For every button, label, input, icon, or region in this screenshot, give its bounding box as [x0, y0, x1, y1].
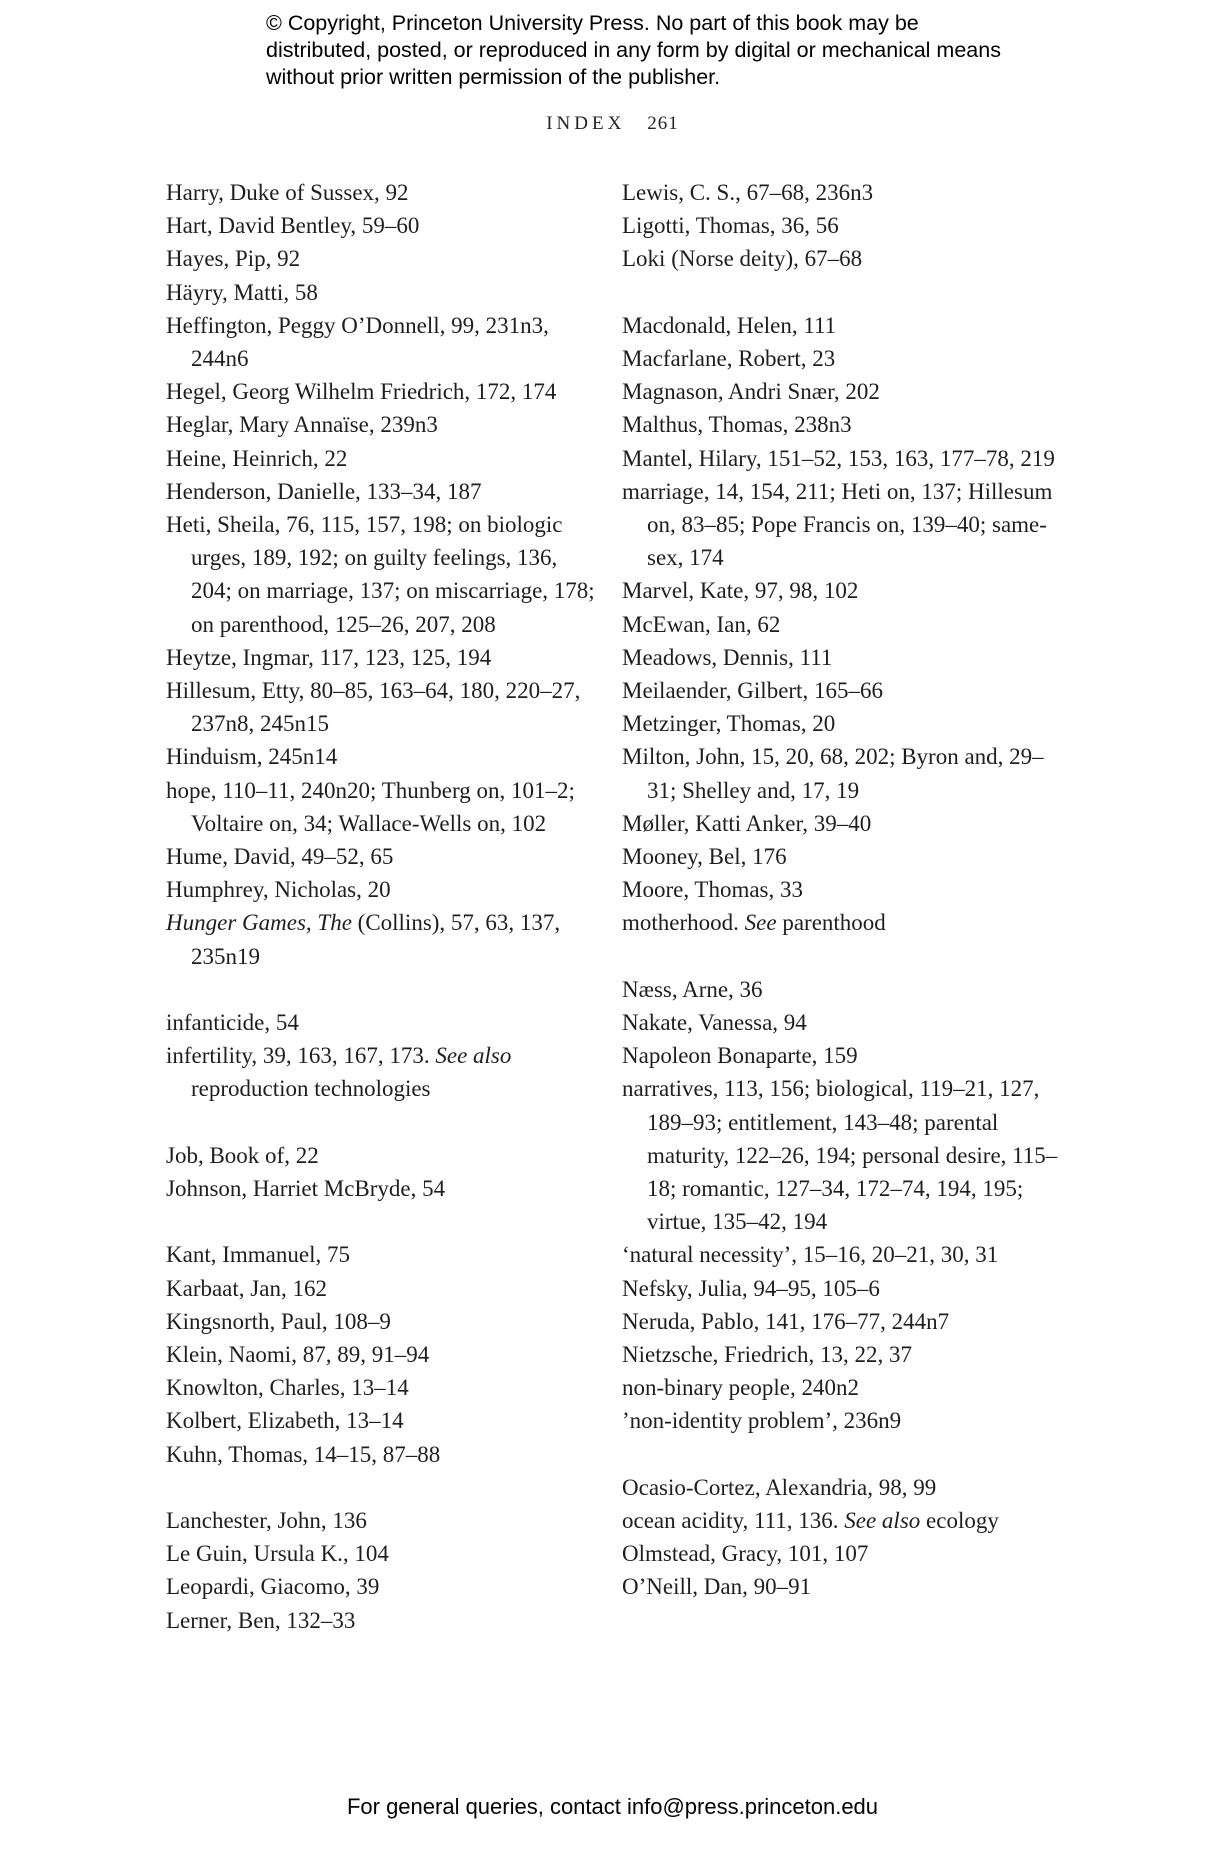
index-entry	[166, 1305, 596, 1338]
index-entry-text: Karbaat, Jan, 162	[166, 1275, 327, 1301]
index-entry	[622, 906, 1067, 939]
index-entry-text: Macdonald, Helen, 111	[622, 312, 837, 338]
index-entry	[166, 1272, 596, 1305]
letter-group-gap	[622, 276, 1067, 309]
index-entry-text: Kuhn, Thomas, 14–15, 87–88	[166, 1441, 441, 1467]
index-entry-text: Johnson, Harriet McBryde, 54	[166, 1176, 446, 1202]
index-entry-text: Heine, Heinrich, 22	[166, 445, 348, 471]
index-entry	[166, 1604, 596, 1637]
index-entry	[166, 408, 596, 441]
index-entry	[622, 209, 1067, 242]
running-head-section: INDEX	[546, 113, 626, 134]
index-entry-text: ’non-identity problem’, 236n9	[622, 1408, 902, 1434]
index-column-left	[166, 176, 596, 1637]
index-entry-text: Hayes, Pip, 92	[166, 246, 301, 272]
letter-group-gap	[166, 1106, 596, 1139]
index-entry-text: Heglar, Mary Annaïse, 239n3	[166, 412, 438, 438]
index-entry	[622, 740, 1067, 806]
index-entry	[166, 1438, 596, 1471]
index-entry	[622, 1404, 1067, 1437]
index-entry	[166, 1404, 596, 1437]
index-entry-text: ‘natural necessity’, 15–16, 20–21, 30, 31	[622, 1242, 999, 1268]
index-entry-text: Ocasio-Cortez, Alexandria, 98, 99	[622, 1474, 937, 1500]
index-entry-text: O’Neill, Dan, 90–91	[622, 1574, 812, 1600]
index-entry-text: McEwan, Ian, 62	[622, 611, 781, 637]
index-entry-text: (Collins), 57, 63, 137, 235n19	[191, 910, 561, 969]
index-entry-text: Hillesum, Etty, 80–85, 163–64, 180, 220–27, 237n8, 245n15	[166, 678, 581, 737]
index-entry	[622, 1006, 1067, 1039]
index-entry	[622, 375, 1067, 408]
letter-group-gap	[622, 940, 1067, 973]
letter-group-gap	[166, 973, 596, 1006]
index-entry-italic-text: Hunger Games, The	[166, 910, 352, 936]
index-entry-text: Ligotti, Thomas, 36, 56	[622, 213, 839, 239]
index-entry	[166, 1504, 596, 1537]
index-entry-text: infanticide, 54	[166, 1010, 299, 1036]
index-entry	[622, 1570, 1067, 1603]
index-entry	[622, 408, 1067, 441]
index-entry-text: Hart, David Bentley, 59–60	[166, 213, 420, 239]
index-entry-italic-text: See also	[844, 1508, 921, 1534]
index-entry	[622, 342, 1067, 375]
index-entry-text: Nakate, Vanessa, 94	[622, 1010, 807, 1036]
index-entry	[166, 442, 596, 475]
index-entry	[166, 740, 596, 773]
index-entry	[166, 1238, 596, 1271]
running-head	[0, 113, 1225, 135]
index-entry-text: Heti, Sheila, 76, 115, 157, 198; on biologic urges, 189, 192; on guilty feelings, 136, 204; on marriage, 137; on miscarriage, 178; on parenthood, 125–26, 207, 208	[166, 512, 595, 637]
index-entry	[622, 309, 1067, 342]
index-entry	[166, 176, 596, 209]
index-entry-text: Moore, Thomas, 33	[622, 877, 804, 903]
index-entry-text: reproduction technologies	[191, 1076, 431, 1102]
index-entry-text: Lanchester, John, 136	[166, 1508, 367, 1534]
index-entry	[622, 973, 1067, 1006]
index-entry-text: Magnason, Andri Snær, 202	[622, 379, 880, 405]
index-entry-text: Metzinger, Thomas, 20	[622, 711, 836, 737]
footer-contact: For general queries, contact info@press.princeton.edu	[346, 1794, 879, 1819]
index-entry-text: Milton, John, 15, 20, 68, 202; Byron and, 29–31; Shelley and, 17, 19	[622, 744, 1044, 803]
index-column-right	[622, 176, 1067, 1604]
index-entry-text: Henderson, Danielle, 133–34, 187	[166, 478, 482, 504]
index-entry	[622, 1371, 1067, 1404]
index-entry-text: Hinduism, 245n14	[166, 744, 338, 770]
index-entry	[622, 1238, 1067, 1271]
index-entry	[166, 1537, 596, 1570]
letter-group-gap	[166, 1471, 596, 1504]
index-entry	[166, 1139, 596, 1172]
index-entry	[622, 1072, 1067, 1238]
index-entry	[622, 707, 1067, 740]
index-entry	[622, 840, 1067, 873]
letter-group-gap	[166, 1205, 596, 1238]
index-entry	[166, 209, 596, 242]
index-entry	[166, 1338, 596, 1371]
index-entry-text: Nefsky, Julia, 94–95, 105–6	[622, 1275, 880, 1301]
page-number: 261	[647, 113, 679, 134]
index-entry	[166, 1039, 596, 1105]
index-entry-text: Loki (Norse deity), 67–68	[622, 246, 863, 272]
index-entry	[166, 1371, 596, 1404]
index-entry	[622, 1338, 1067, 1371]
index-entry	[166, 1172, 596, 1205]
copyright-notice: © Copyright, Princeton University Press. No part of this book may be distributed, posted, or reproduced in any form by digital or mechanical means without prior written permission of the publisher.	[266, 11, 1001, 89]
index-entry-text: Humphrey, Nicholas, 20	[166, 877, 391, 903]
index-entry	[166, 1006, 596, 1039]
index-entry	[622, 674, 1067, 707]
index-entry	[166, 840, 596, 873]
index-entry-text: Mantel, Hilary, 151–52, 153, 163, 177–78, 219	[622, 445, 1055, 471]
index-entry-text: Job, Book of, 22	[166, 1142, 319, 1168]
index-entry-text: parenthood	[776, 910, 886, 936]
index-entry	[622, 242, 1067, 275]
index-entry-text: Meilaender, Gilbert, 165–66	[622, 678, 883, 704]
index-entry	[622, 1039, 1067, 1072]
index-entry-text: Nietzsche, Friedrich, 13, 22, 37	[622, 1342, 912, 1368]
index-entry-text: Knowlton, Charles, 13–14	[166, 1375, 409, 1401]
index-entry	[622, 641, 1067, 674]
index-entry	[622, 807, 1067, 840]
index-entry-text: marriage, 14, 154, 211; Heti on, 137; Hillesum on, 83–85; Pope Francis on, 139–40; same-sex, 174	[622, 478, 1053, 571]
index-entry	[166, 906, 596, 972]
index-entry	[166, 309, 596, 375]
index-entry-text: ocean acidity, 111, 136.	[622, 1508, 845, 1534]
index-entry	[166, 276, 596, 309]
index-entry	[622, 442, 1067, 475]
index-entry	[622, 1305, 1067, 1338]
index-entry-text: Hegel, Georg Wilhelm Friedrich, 172, 174	[166, 379, 557, 405]
letter-group-gap	[622, 1438, 1067, 1471]
index-entry-text: Mooney, Bel, 176	[622, 844, 787, 870]
index-entry	[622, 1272, 1067, 1305]
index-entry-text: Häyry, Matti, 58	[166, 279, 318, 305]
index-entry-text: Lerner, Ben, 132–33	[166, 1607, 356, 1633]
index-entry-italic-text: See also	[435, 1043, 512, 1069]
index-entry-text: Næss, Arne, 36	[622, 976, 763, 1002]
index-entry	[622, 1504, 1067, 1537]
index-entry	[622, 574, 1067, 607]
index-entry	[166, 508, 596, 641]
index-entry-text: Meadows, Dennis, 111	[622, 644, 833, 670]
index-entry-text: narratives, 113, 156; biological, 119–21, 127, 189–93; entitlement, 143–48; parental maturity, 122–26, 194; personal desire, 115–18; romantic, 127–34, 172–74, 194, 195; virtue, 135–42, 194	[622, 1076, 1058, 1235]
index-entry-text: Neruda, Pablo, 141, 176–77, 244n7	[622, 1308, 950, 1334]
index-entry-text: Napoleon Bonaparte, 159	[622, 1043, 858, 1069]
index-entry	[166, 242, 596, 275]
index-entry	[166, 375, 596, 408]
index-entry-text: Macfarlane, Robert, 23	[622, 346, 836, 371]
index-entry-text: ecology	[920, 1508, 999, 1534]
index-entry-text: motherhood.	[622, 910, 745, 936]
index-entry-text: Olmstead, Gracy, 101, 107	[622, 1541, 869, 1567]
index-entry	[622, 608, 1067, 641]
index-entry-text: Harry, Duke of Sussex, 92	[166, 180, 409, 205]
index-entry-text: Heffington, Peggy O’Donnell, 99, 231n3, 244n6	[166, 312, 549, 372]
index-entry	[622, 176, 1067, 209]
index-entry	[166, 674, 596, 740]
index-entry-text: Malthus, Thomas, 238n3	[622, 412, 852, 438]
index-entry-text: hope, 110–11, 240n20; Thunberg on, 101–2; Voltaire on, 34; Wallace-Wells on, 102	[166, 777, 575, 836]
index-entry	[166, 873, 596, 906]
index-entry-text: Kingsnorth, Paul, 108–9	[166, 1308, 391, 1334]
index-entry-text: non-binary people, 240n2	[622, 1375, 859, 1401]
index-entry	[166, 1570, 596, 1603]
index-entry	[622, 1471, 1067, 1504]
index-entry	[622, 873, 1067, 906]
index-entry-text: Klein, Naomi, 87, 89, 91–94	[166, 1342, 430, 1368]
index-entry	[622, 1537, 1067, 1570]
index-entry	[166, 475, 596, 508]
index-entry-text: Leopardi, Giacomo, 39	[166, 1574, 380, 1600]
index-entry-text: Kant, Immanuel, 75	[166, 1242, 350, 1268]
index-entry-text: infertility, 39, 163, 167, 173.	[166, 1043, 436, 1069]
index-entry	[166, 641, 596, 674]
index-entry-text: Kolbert, Elizabeth, 13–14	[166, 1408, 404, 1434]
index-entry-text: Heytze, Ingmar, 117, 123, 125, 194	[166, 644, 492, 670]
index-entry	[622, 475, 1067, 575]
index-entry-text: Lewis, C. S., 67–68, 236n3	[622, 180, 874, 205]
index-entry-text: Møller, Katti Anker, 39–40	[622, 810, 872, 836]
index-entry	[166, 774, 596, 840]
index-entry-text: Le Guin, Ursula K., 104	[166, 1541, 389, 1567]
index-entry-text: Hume, David, 49–52, 65	[166, 844, 394, 870]
index-entry-italic-text: See	[744, 910, 777, 936]
index-entry-text: Marvel, Kate, 97, 98, 102	[622, 578, 859, 604]
